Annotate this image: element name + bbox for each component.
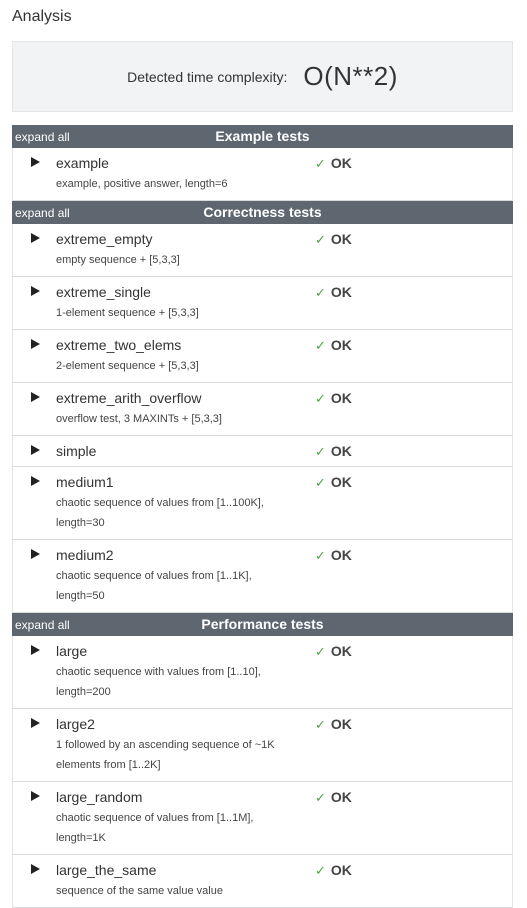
status-text: OK xyxy=(330,155,352,171)
test-name[interactable]: large2 xyxy=(56,716,95,732)
test-status xyxy=(315,443,352,460)
test-status xyxy=(315,390,352,407)
expand-triangle-icon[interactable] xyxy=(31,392,40,402)
expand-triangle-icon[interactable] xyxy=(31,645,40,655)
test-description: chaotic sequence of values from [1..1K], length=50 xyxy=(56,570,252,602)
test-description: chaotic sequence with values from [1..10], length=200 xyxy=(56,666,261,698)
test-name[interactable]: large_the_same xyxy=(56,862,157,878)
test-row[interactable] xyxy=(12,277,513,330)
complexity-value: O(N**2) xyxy=(303,61,398,91)
test-group-title: Performance tests xyxy=(201,616,324,632)
test-results xyxy=(12,125,513,908)
check-icon: ✓ xyxy=(315,338,326,353)
status-text: OK xyxy=(330,337,352,353)
status-text: OK xyxy=(330,643,352,659)
test-status xyxy=(315,547,352,564)
check-icon: ✓ xyxy=(315,863,326,878)
check-icon: ✓ xyxy=(315,156,326,171)
check-icon: ✓ xyxy=(315,391,326,406)
test-row[interactable] xyxy=(12,782,513,855)
test-group-header xyxy=(12,125,513,148)
status-text: OK xyxy=(330,862,352,878)
expand-triangle-icon[interactable] xyxy=(31,445,40,455)
check-icon: ✓ xyxy=(315,548,326,563)
test-row[interactable] xyxy=(12,224,513,277)
complexity-panel xyxy=(12,41,513,112)
check-icon: ✓ xyxy=(315,475,326,490)
test-status xyxy=(315,474,352,491)
test-row[interactable] xyxy=(12,383,513,436)
test-name[interactable]: extreme_single xyxy=(56,284,151,300)
test-status xyxy=(315,716,352,733)
check-icon: ✓ xyxy=(315,717,326,732)
test-row[interactable] xyxy=(12,540,513,613)
test-description: chaotic sequence of values from [1..1M], length=1K xyxy=(56,812,254,844)
expand-triangle-icon[interactable] xyxy=(31,791,40,801)
status-text: OK xyxy=(330,716,352,732)
complexity-label: Detected time complexity: xyxy=(127,68,288,85)
test-status xyxy=(315,862,352,879)
check-icon: ✓ xyxy=(315,285,326,300)
test-name[interactable]: large_random xyxy=(56,789,143,805)
test-description: example, positive answer, length=6 xyxy=(56,178,228,190)
test-name[interactable]: simple xyxy=(56,443,97,459)
test-group-header xyxy=(12,613,513,636)
expand-all-link[interactable]: expand all xyxy=(15,618,70,632)
status-text: OK xyxy=(330,547,352,563)
test-description: overflow test, 3 MAXINTs + [5,3,3] xyxy=(56,413,222,425)
test-description: 2-element sequence + [5,3,3] xyxy=(56,360,199,372)
status-text: OK xyxy=(330,474,352,490)
test-status xyxy=(315,337,352,354)
test-row[interactable] xyxy=(12,709,513,782)
test-description: 1-element sequence + [5,3,3] xyxy=(56,307,199,319)
expand-triangle-icon[interactable] xyxy=(31,157,40,167)
check-icon: ✓ xyxy=(315,444,326,459)
status-text: OK xyxy=(330,231,352,247)
expand-all-link[interactable]: expand all xyxy=(15,130,70,144)
test-row[interactable] xyxy=(12,436,513,467)
test-status xyxy=(315,284,352,301)
test-description: sequence of the same value value xyxy=(56,885,223,897)
expand-triangle-icon[interactable] xyxy=(31,718,40,728)
test-row[interactable] xyxy=(12,467,513,540)
test-name[interactable]: example xyxy=(56,155,109,171)
test-group-header xyxy=(12,201,513,224)
expand-triangle-icon[interactable] xyxy=(31,476,40,486)
expand-triangle-icon[interactable] xyxy=(31,549,40,559)
expand-triangle-icon[interactable] xyxy=(31,233,40,243)
test-group-title: Correctness tests xyxy=(203,204,322,220)
test-name[interactable]: medium1 xyxy=(56,474,114,490)
status-text: OK xyxy=(330,284,352,300)
test-name[interactable]: medium2 xyxy=(56,547,114,563)
test-status xyxy=(315,155,352,172)
test-description: empty sequence + [5,3,3] xyxy=(56,254,180,266)
expand-triangle-icon[interactable] xyxy=(31,286,40,296)
test-row[interactable] xyxy=(12,148,513,201)
test-name[interactable]: extreme_empty xyxy=(56,231,153,247)
test-name[interactable]: extreme_arith_overflow xyxy=(56,390,202,406)
test-group-title: Example tests xyxy=(215,128,310,144)
page-title: Analysis xyxy=(12,8,72,25)
test-description: 1 followed by an ascending sequence of ~1K elements from [1..2K] xyxy=(56,739,275,771)
status-text: OK xyxy=(330,443,352,459)
test-name[interactable]: large xyxy=(56,643,88,659)
test-row[interactable] xyxy=(12,330,513,383)
test-description: chaotic sequence of values from [1..100K], length=30 xyxy=(56,497,264,529)
test-row[interactable] xyxy=(12,636,513,709)
test-row[interactable] xyxy=(12,855,513,908)
expand-triangle-icon[interactable] xyxy=(31,864,40,874)
expand-triangle-icon[interactable] xyxy=(31,339,40,349)
status-text: OK xyxy=(330,390,352,406)
status-text: OK xyxy=(330,789,352,805)
check-icon: ✓ xyxy=(315,232,326,247)
check-icon: ✓ xyxy=(315,644,326,659)
test-name[interactable]: extreme_two_elems xyxy=(56,337,182,353)
test-status xyxy=(315,643,352,660)
check-icon: ✓ xyxy=(315,790,326,805)
test-status xyxy=(315,789,352,806)
test-status xyxy=(315,231,352,248)
expand-all-link[interactable]: expand all xyxy=(15,206,70,220)
